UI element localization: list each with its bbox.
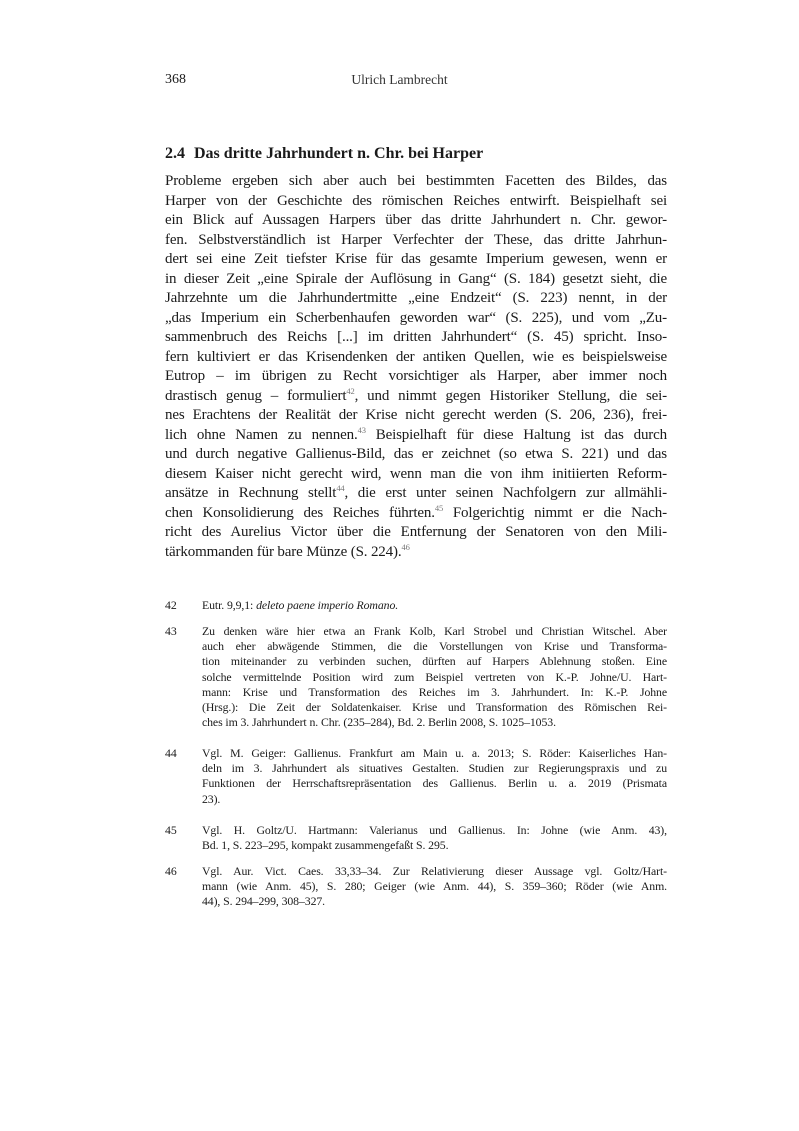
body-line	[165, 231, 667, 251]
body-line	[165, 211, 667, 231]
body-line	[165, 367, 667, 387]
footnote-line	[202, 761, 667, 776]
body-line	[165, 328, 667, 348]
section-title: Das dritte Jahrhundert n. Chr. bei Harper	[194, 145, 484, 162]
body-text	[165, 172, 667, 562]
text-segment: fen. Selbstverständlich ist Harper Verfechter der These, das dritte Jahrhun-	[165, 231, 667, 248]
text-segment: Bd. 1, S. 223–295, kompakt zusammengefaßt S. 295.	[202, 838, 449, 853]
text-segment: ein Blick auf Aussagen Harpers über das dritte Jahrhundert n. Chr. gewor-	[165, 212, 667, 228]
footnote	[165, 746, 667, 807]
text-segment: Vgl. H. Goltz/U. Hartmann: Valerianus und Gallienus. In: Johne (wie Anm. 43),	[202, 823, 667, 837]
footnote-number: 42	[165, 598, 177, 612]
text-segment: Zu denken wäre hier etwa an Frank Kolb, Karl Strobel und Christian Witschel. Aber	[202, 624, 667, 638]
footnote-line	[202, 654, 667, 669]
page-number: 368	[165, 72, 186, 87]
body-line	[165, 348, 667, 368]
footnote-line	[202, 624, 667, 639]
text-segment: richt des Aurelius Victor über die Entfernung der Senatoren von den Mili-	[165, 524, 667, 540]
text-segment: Probleme ergeben sich aber auch bei bestimmten Facetten des Bildes, das	[165, 173, 667, 189]
footnote-line	[202, 598, 667, 613]
text-segment: Vgl. M. Geiger: Gallienus. Frankfurt am Main u. a. 2013; S. Röder: Kaiserliches Han-	[202, 746, 667, 760]
footnote-line	[202, 864, 667, 879]
footnote-line	[202, 685, 667, 700]
running-head: Ulrich Lambrecht	[351, 72, 448, 87]
text-segment: dert sei eine Zeit tiefster Krise für das gesamte Imperium gewesen, wenn er	[165, 251, 667, 267]
text-segment: Beispielhaft für diese Haltung ist das durch	[365, 426, 668, 443]
text-segment: in dieser Zeit „eine Spirale der Auflösung in Gang“ (S. 184) gesetzt sieht, die	[165, 270, 667, 287]
text-segment: deln im 3. Jahrhundert als situatives Gestalten. Studien zur Regierungspraxis und zu	[202, 761, 667, 776]
footnote-line	[202, 894, 667, 909]
section-number: 2.4	[165, 145, 185, 162]
footnote-line	[202, 700, 667, 715]
text-segment: chen Konsolidierung des Reiches führten.	[165, 504, 435, 521]
text-segment: Funktionen der Herrschaftsrepräsentation des Gallienus. Berlin u. a. 2019 (Prismata	[202, 776, 667, 791]
text-segment: und durch negative Gallienus-Bild, das er zeichnet (so etwa S. 221) und das	[165, 446, 667, 462]
footnote-line	[202, 715, 667, 730]
text-segment: „das Imperium ein Scherbenhaufen geworden war“ (S. 225), und vom „Zu-	[165, 309, 667, 326]
text-segment: mann: Krise und Transformation des Reiches im 3. Jahrhundert. In: K.-P. Johne	[202, 684, 667, 699]
text-segment: Eutrop – im übrigen zu Recht vorsichtiger als Harper, aber immer noch	[165, 368, 667, 384]
text-segment: Folgerichtig nimmt er die Nach-	[443, 504, 667, 521]
footnote-marker: 44	[336, 483, 345, 493]
footnote-line	[202, 792, 667, 807]
text-segment: tärkommanden für bare Münze (S. 224).	[165, 543, 402, 560]
footnote-line	[202, 670, 667, 685]
footnote-line	[202, 746, 667, 761]
body-line	[165, 289, 667, 309]
text-segment: (Hrsg.): Die Zeit der Soldatenkaiser. Krise und Transformation des Römischen Rei-	[202, 699, 667, 714]
footnote-line	[202, 838, 667, 853]
body-line	[165, 270, 667, 290]
text-segment: drastisch genug – formuliert	[165, 387, 347, 404]
text-segment: Vgl. Aur. Vict. Caes. 33,33–34. Zur Relativierung dieser Aussage vgl. Goltz/Hart-	[202, 864, 667, 878]
text-segment: lich ohne Namen zu nennen.	[165, 426, 358, 443]
italic-quote: deleto paene imperio Romano.	[256, 598, 399, 612]
footnote-marker: 45	[434, 502, 444, 513]
footnote	[165, 864, 667, 910]
footnote-number: 46	[165, 864, 177, 878]
footnote	[165, 624, 667, 730]
text-segment: Harper von der Geschichte des römischen Reiches entwirft. Beispielhaft sei	[165, 192, 667, 209]
text-segment: auch eher abwägende Stimmen, die die Vorstellungen von Krise und Transforma-	[202, 639, 667, 654]
footnote-marker: 42	[346, 385, 355, 396]
body-line	[165, 406, 667, 426]
body-line	[165, 523, 667, 543]
footnote-marker: 43	[357, 424, 366, 435]
text-segment: 44), S. 294–299, 308–327.	[202, 894, 326, 909]
text-segment: Eutr. 9,9,1:	[202, 598, 257, 612]
text-segment: nes Erachtens der Realität der Krise nicht gerecht werden (S. 206, 236), frei-	[165, 407, 667, 423]
body-line	[165, 504, 667, 524]
section-heading	[165, 145, 483, 163]
text-segment: tion miteinander zu verbinden suchen, dürften auf Harpers Ablehnung stoßen. Eine	[202, 654, 667, 669]
body-line	[165, 445, 667, 465]
footnote-line	[202, 639, 667, 654]
body-line	[165, 484, 667, 504]
body-line	[165, 172, 667, 192]
footnote-line	[202, 823, 667, 838]
body-line	[165, 387, 667, 407]
footnote-text	[202, 598, 667, 613]
footnote	[165, 598, 667, 613]
footnote-number: 45	[165, 823, 177, 837]
footnote-text	[202, 746, 667, 807]
footnote-number: 43	[165, 624, 177, 638]
body-line	[165, 543, 667, 563]
footnote-text	[202, 624, 667, 730]
text-segment: diesem Kaiser nicht gerecht wird, wenn man die von ihm initiierten Reform-	[165, 465, 667, 482]
footnote-line	[202, 776, 667, 791]
footnote	[165, 823, 667, 853]
text-segment: ansätze in Rechnung stellt	[165, 485, 337, 501]
body-line	[165, 426, 667, 446]
body-line	[165, 192, 667, 212]
text-segment: Jahrzehnte um die Jahrhundertmitte „eine Endzeit“ (S. 223) nennt, in der	[165, 290, 667, 306]
body-line	[165, 309, 667, 329]
body-line	[165, 465, 667, 485]
text-segment: , und nimmt gegen Historiker Stellung, die sei-	[354, 387, 668, 404]
footnote-text	[202, 864, 667, 910]
footnote-number: 44	[165, 746, 177, 760]
text-segment: fern kultiviert er das Krisendenken der antiken Quellen, wie es beispielsweise	[165, 348, 667, 365]
footnote-line	[202, 879, 667, 894]
footnote-marker: 46	[401, 541, 410, 552]
text-segment: solche vermittelnde Position wird zum Beispiel vertreten von K.-P. Johne/U. Hart-	[202, 669, 667, 684]
text-segment: sammenbruch des Reichs [...] im dritten Jahrhundert“ (S. 45) spricht. Inso-	[165, 329, 667, 345]
footnote-text	[202, 823, 667, 853]
text-segment: 23).	[202, 791, 221, 806]
text-segment: ches im 3. Jahrhundert n. Chr. (235–284), Bd. 2. Berlin 2008, S. 1025–1053.	[202, 715, 556, 730]
text-segment: mann (wie Anm. 45), S. 280; Geiger (wie Anm. 44), S. 359–360; Röder (wie Anm.	[202, 879, 667, 894]
body-line	[165, 250, 667, 270]
text-segment: , die erst unter seinen Nachfolgern zur allmähli-	[344, 485, 667, 501]
